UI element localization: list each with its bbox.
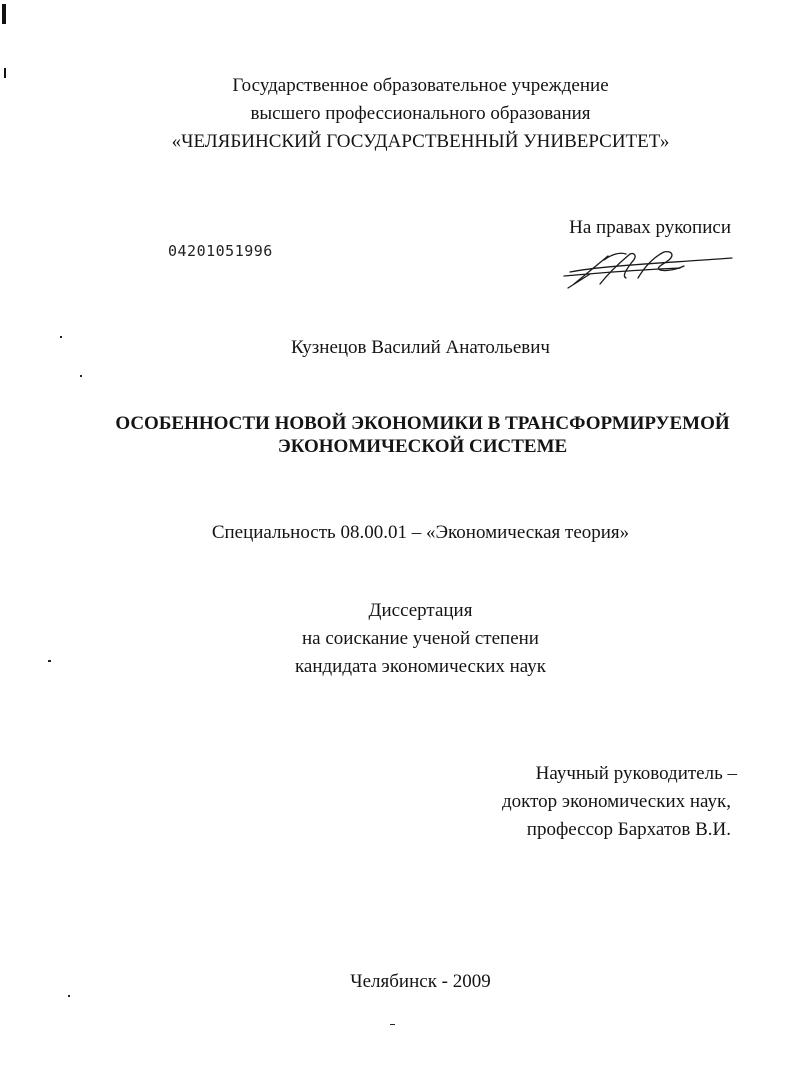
signature-icon xyxy=(560,244,740,294)
institution-line-2: высшего профессионального образования xyxy=(250,103,591,124)
registration-number: 04201051996 xyxy=(168,242,273,260)
institution-line-1: Государственное образовательное учреждение xyxy=(232,75,609,96)
supervisor-line-3: профессор Бархатов В.И. xyxy=(526,819,731,840)
scan-mark xyxy=(68,995,70,997)
supervisor-line-2: доктор экономических наук, xyxy=(501,791,731,812)
dissertation-title-line-1: ОСОБЕННОСТИ НОВОЙ ЭКОНОМИКИ В ТРАНСФОРМИРУЕМОЙ xyxy=(115,413,730,434)
degree-line-3: кандидата экономических наук xyxy=(294,656,547,677)
institution-name: «ЧЕЛЯБИНСКИЙ ГОСУДАРСТВЕННЫЙ УНИВЕРСИТЕТ» xyxy=(171,131,670,152)
dissertation-title-line-2: ЭКОНОМИЧЕСКОЙ СИСТЕМЕ xyxy=(277,436,568,457)
supervisor-line-1: Научный руководитель – xyxy=(535,763,737,784)
author-name: Кузнецов Василий Анатольевич xyxy=(291,337,550,358)
degree-line-2: на соискание ученой степени xyxy=(302,628,539,649)
scan-mark xyxy=(2,4,6,24)
specialty: Специальность 08.00.01 – «Экономическая теория» xyxy=(211,522,630,543)
degree-line-1: Диссертация xyxy=(368,600,473,621)
city-year: Челябинск - 2009 xyxy=(350,971,491,992)
manuscript-note: На правах рукописи xyxy=(569,217,731,238)
scan-mark xyxy=(80,375,82,377)
scan-mark xyxy=(390,1024,395,1025)
scan-mark xyxy=(4,68,6,78)
